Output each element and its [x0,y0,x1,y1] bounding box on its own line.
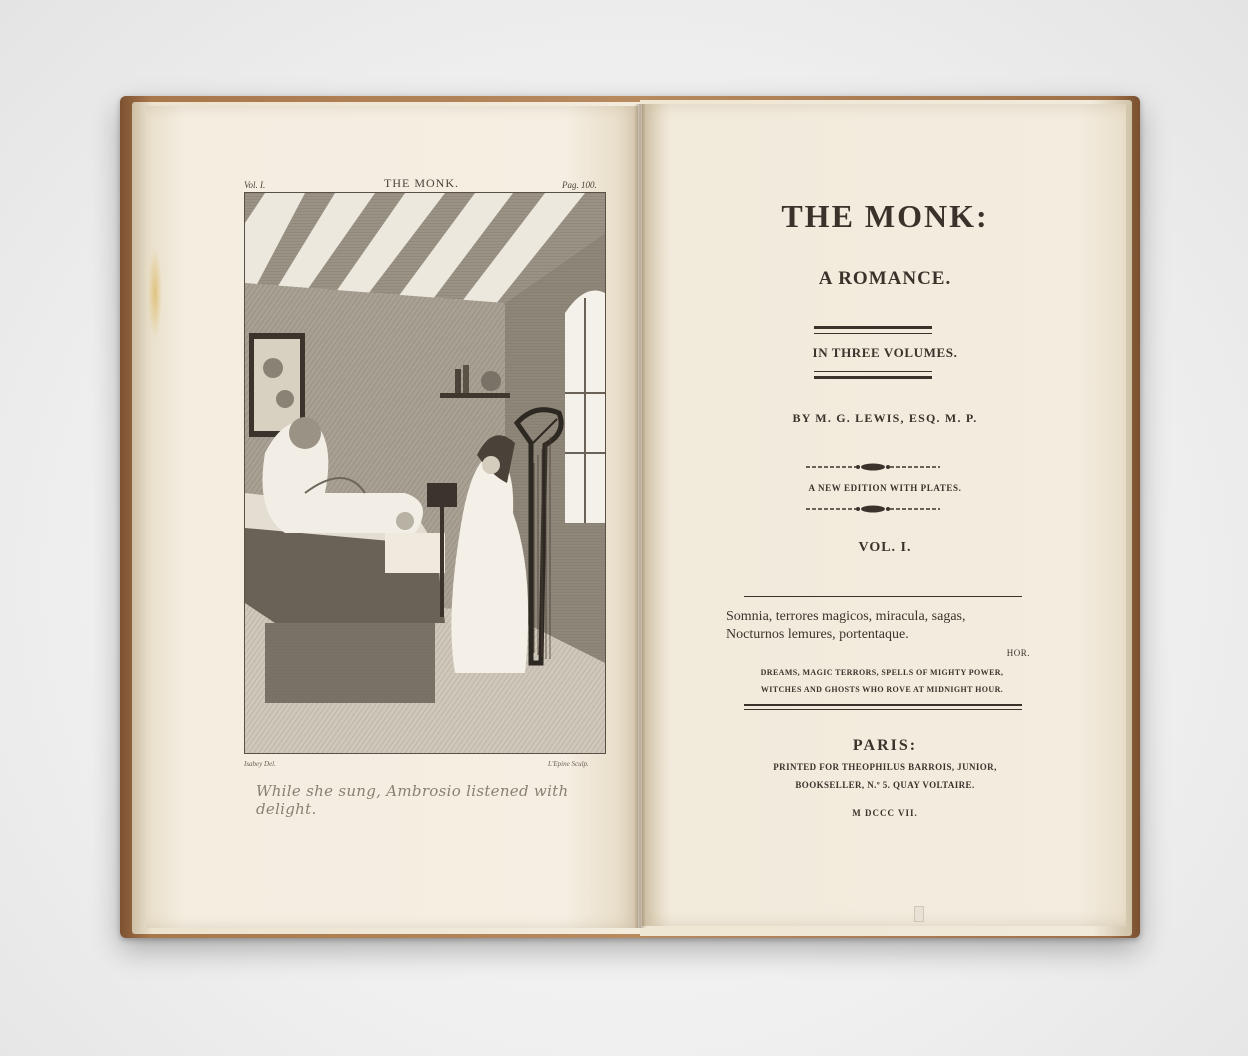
imprint-line: BOOKSELLER, N.º 5. QUAY VOLTAIRE. [795,780,975,790]
plate-running-title: THE MONK. [384,176,459,190]
book-title: THE MONK: [781,198,989,234]
title-rule-bottom [814,376,932,379]
epigraph-line: Nocturnos lemures, portentaque. [726,627,909,642]
plate-volume-label: Vol. I. [244,180,266,190]
engraving-illustration [244,192,606,754]
bookmark-ribbon [914,906,924,922]
foxing-stain [148,248,162,338]
ornament-top [806,462,940,472]
volumes-statement: IN THREE VOLUMES. [812,345,958,360]
book-gutter [634,104,646,928]
volume-number: VOL. I. [858,540,912,555]
title-rule-top-thin [814,333,932,334]
engraving-credit-drawer: Isabey Del. [244,760,276,768]
translation-line: DREAMS, MAGIC TERRORS, SPELLS OF MIGHTY POWER, [760,668,1004,677]
epigraph-rule-bottom-thin [744,709,1022,710]
imprint-line: PRINTED FOR THEOPHILUS BARROIS, JUNIOR, [773,762,997,772]
edition-statement: A NEW EDITION WITH PLATES. [808,483,962,493]
author-line: BY M. G. LEWIS, ESQ. M. P. [792,411,978,425]
epigraph-line: Somnia, terrores magicos, miracula, sagas, [726,609,966,624]
imprint-place: PARIS: [852,737,918,754]
epigraph-translation [722,664,1042,698]
title-rule-bottom-thin [814,371,932,372]
imprint-publisher [730,758,1040,794]
book-subtitle: A ROMANCE. [818,268,952,289]
epigraph-rule-bottom [744,704,1022,706]
epigraph-rule-top [744,596,1022,597]
title-rule-top [814,326,932,329]
translation-line: WITCHES AND GHOSTS WHO ROVE AT MIDNIGHT HOUR. [760,685,1004,694]
imprint-date: M DCCC VII. [852,808,918,818]
plate-page-label: Pag. 100. [562,180,597,190]
epigraph-source: HOR. [1006,648,1030,658]
latin-epigraph [726,608,1030,658]
plate-caption: While she sung, Ambrosio listened with delight. [256,782,569,818]
engraving-credit-engraver: L'Epine Sculp. [548,760,589,768]
ornament-bottom [806,504,940,514]
